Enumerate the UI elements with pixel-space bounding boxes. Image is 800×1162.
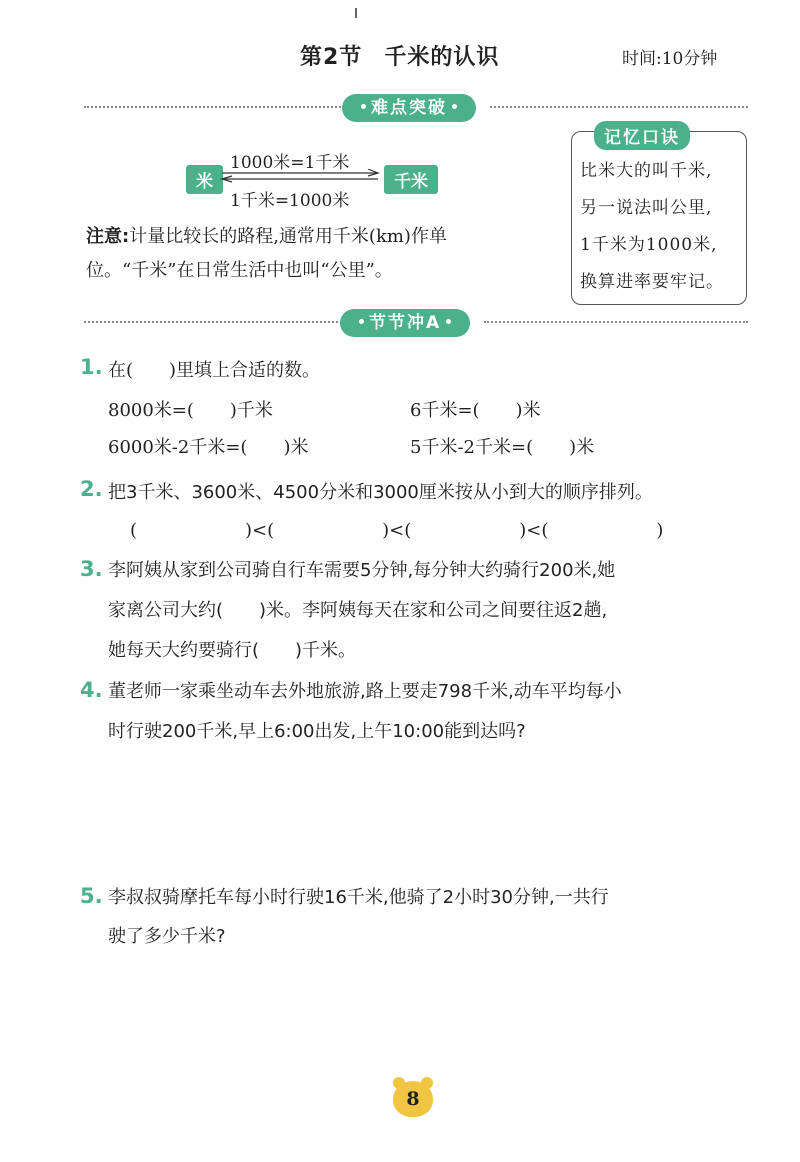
time-label: 时间:10分钟 [622, 49, 718, 69]
conversion-top: 1000米=1千米 [230, 153, 350, 173]
q1-item: 5千米-2千米=( )米 [410, 437, 595, 458]
question-5-line: 李叔叔骑摩托车每小时行驶16千米,他骑了2小时30分钟,一共行 [108, 887, 609, 908]
section-name: 千米的认识 [384, 45, 500, 70]
question-3-line: 李阿姨从家到公司骑自行车需要5分钟,每分钟大约骑行200米,她 [108, 560, 616, 581]
question-3-line: 家离公司大约( )米。李阿姨每天在家和公司之间要往返2趟, [108, 600, 608, 621]
memory-line: 1千米为1000米, [580, 235, 718, 255]
q1-item: 6千米=( )米 [410, 400, 541, 421]
question-5-line: 驶了多少千米? [108, 926, 226, 947]
order-blanks: ( )<( )<( )<( ) [130, 520, 664, 541]
conversion-bottom: 1千米=1000米 [230, 191, 350, 211]
question-number: 2. [80, 477, 103, 501]
section-label: 第2节 [300, 45, 363, 70]
question-number: 4. [80, 678, 103, 702]
memory-line: 换算进率要牢记。 [580, 272, 724, 292]
unit-kilometer-tag: 千米 [384, 165, 438, 194]
question-3-line: 她每天大约要骑行( )千米。 [108, 640, 357, 661]
q1-item: 6000米-2千米=( )米 [108, 437, 309, 458]
note-line-1: 计量比较长的路程,通常用千米(km)作单 [129, 226, 447, 247]
question-4-line: 时行驶200千米,早上6:00出发,上午10:00能到达吗? [108, 721, 526, 742]
question-number: 5. [80, 884, 103, 908]
memory-line: 另一说法叫公里, [580, 198, 713, 218]
question-2-text: 把3千米、3600米、4500分米和3000厘米按从小到大的顺序排列。 [108, 482, 653, 503]
note-line-2: 位。“千米”在日常生活中也叫“公里”。 [86, 260, 393, 281]
question-number: 1. [80, 355, 103, 379]
print-mark [355, 8, 357, 18]
question-4-line: 董老师一家乘坐动车去外地旅游,路上要走798千米,动车平均每小 [108, 681, 622, 702]
note-label: 注意: [86, 226, 130, 247]
section-title [300, 40, 499, 71]
unit-meter-tag: 米 [186, 165, 223, 194]
divider-left [84, 106, 344, 108]
memory-line: 比米大的叫千米, [580, 161, 713, 181]
divider-right [490, 106, 748, 108]
divider-right [484, 321, 748, 323]
practice-pill: 节节冲A [340, 309, 470, 337]
difficulty-pill: 难点突破 [342, 94, 476, 122]
double-arrow-icon [216, 169, 384, 183]
page-number: 8 [393, 1081, 433, 1117]
question-1-text: 在( )里填上合适的数。 [108, 360, 321, 381]
q1-item: 8000米=( )千米 [108, 400, 273, 421]
note-text [86, 220, 546, 288]
question-number: 3. [80, 557, 103, 581]
memory-title: 记忆口诀 [594, 121, 690, 150]
divider-left [84, 321, 342, 323]
